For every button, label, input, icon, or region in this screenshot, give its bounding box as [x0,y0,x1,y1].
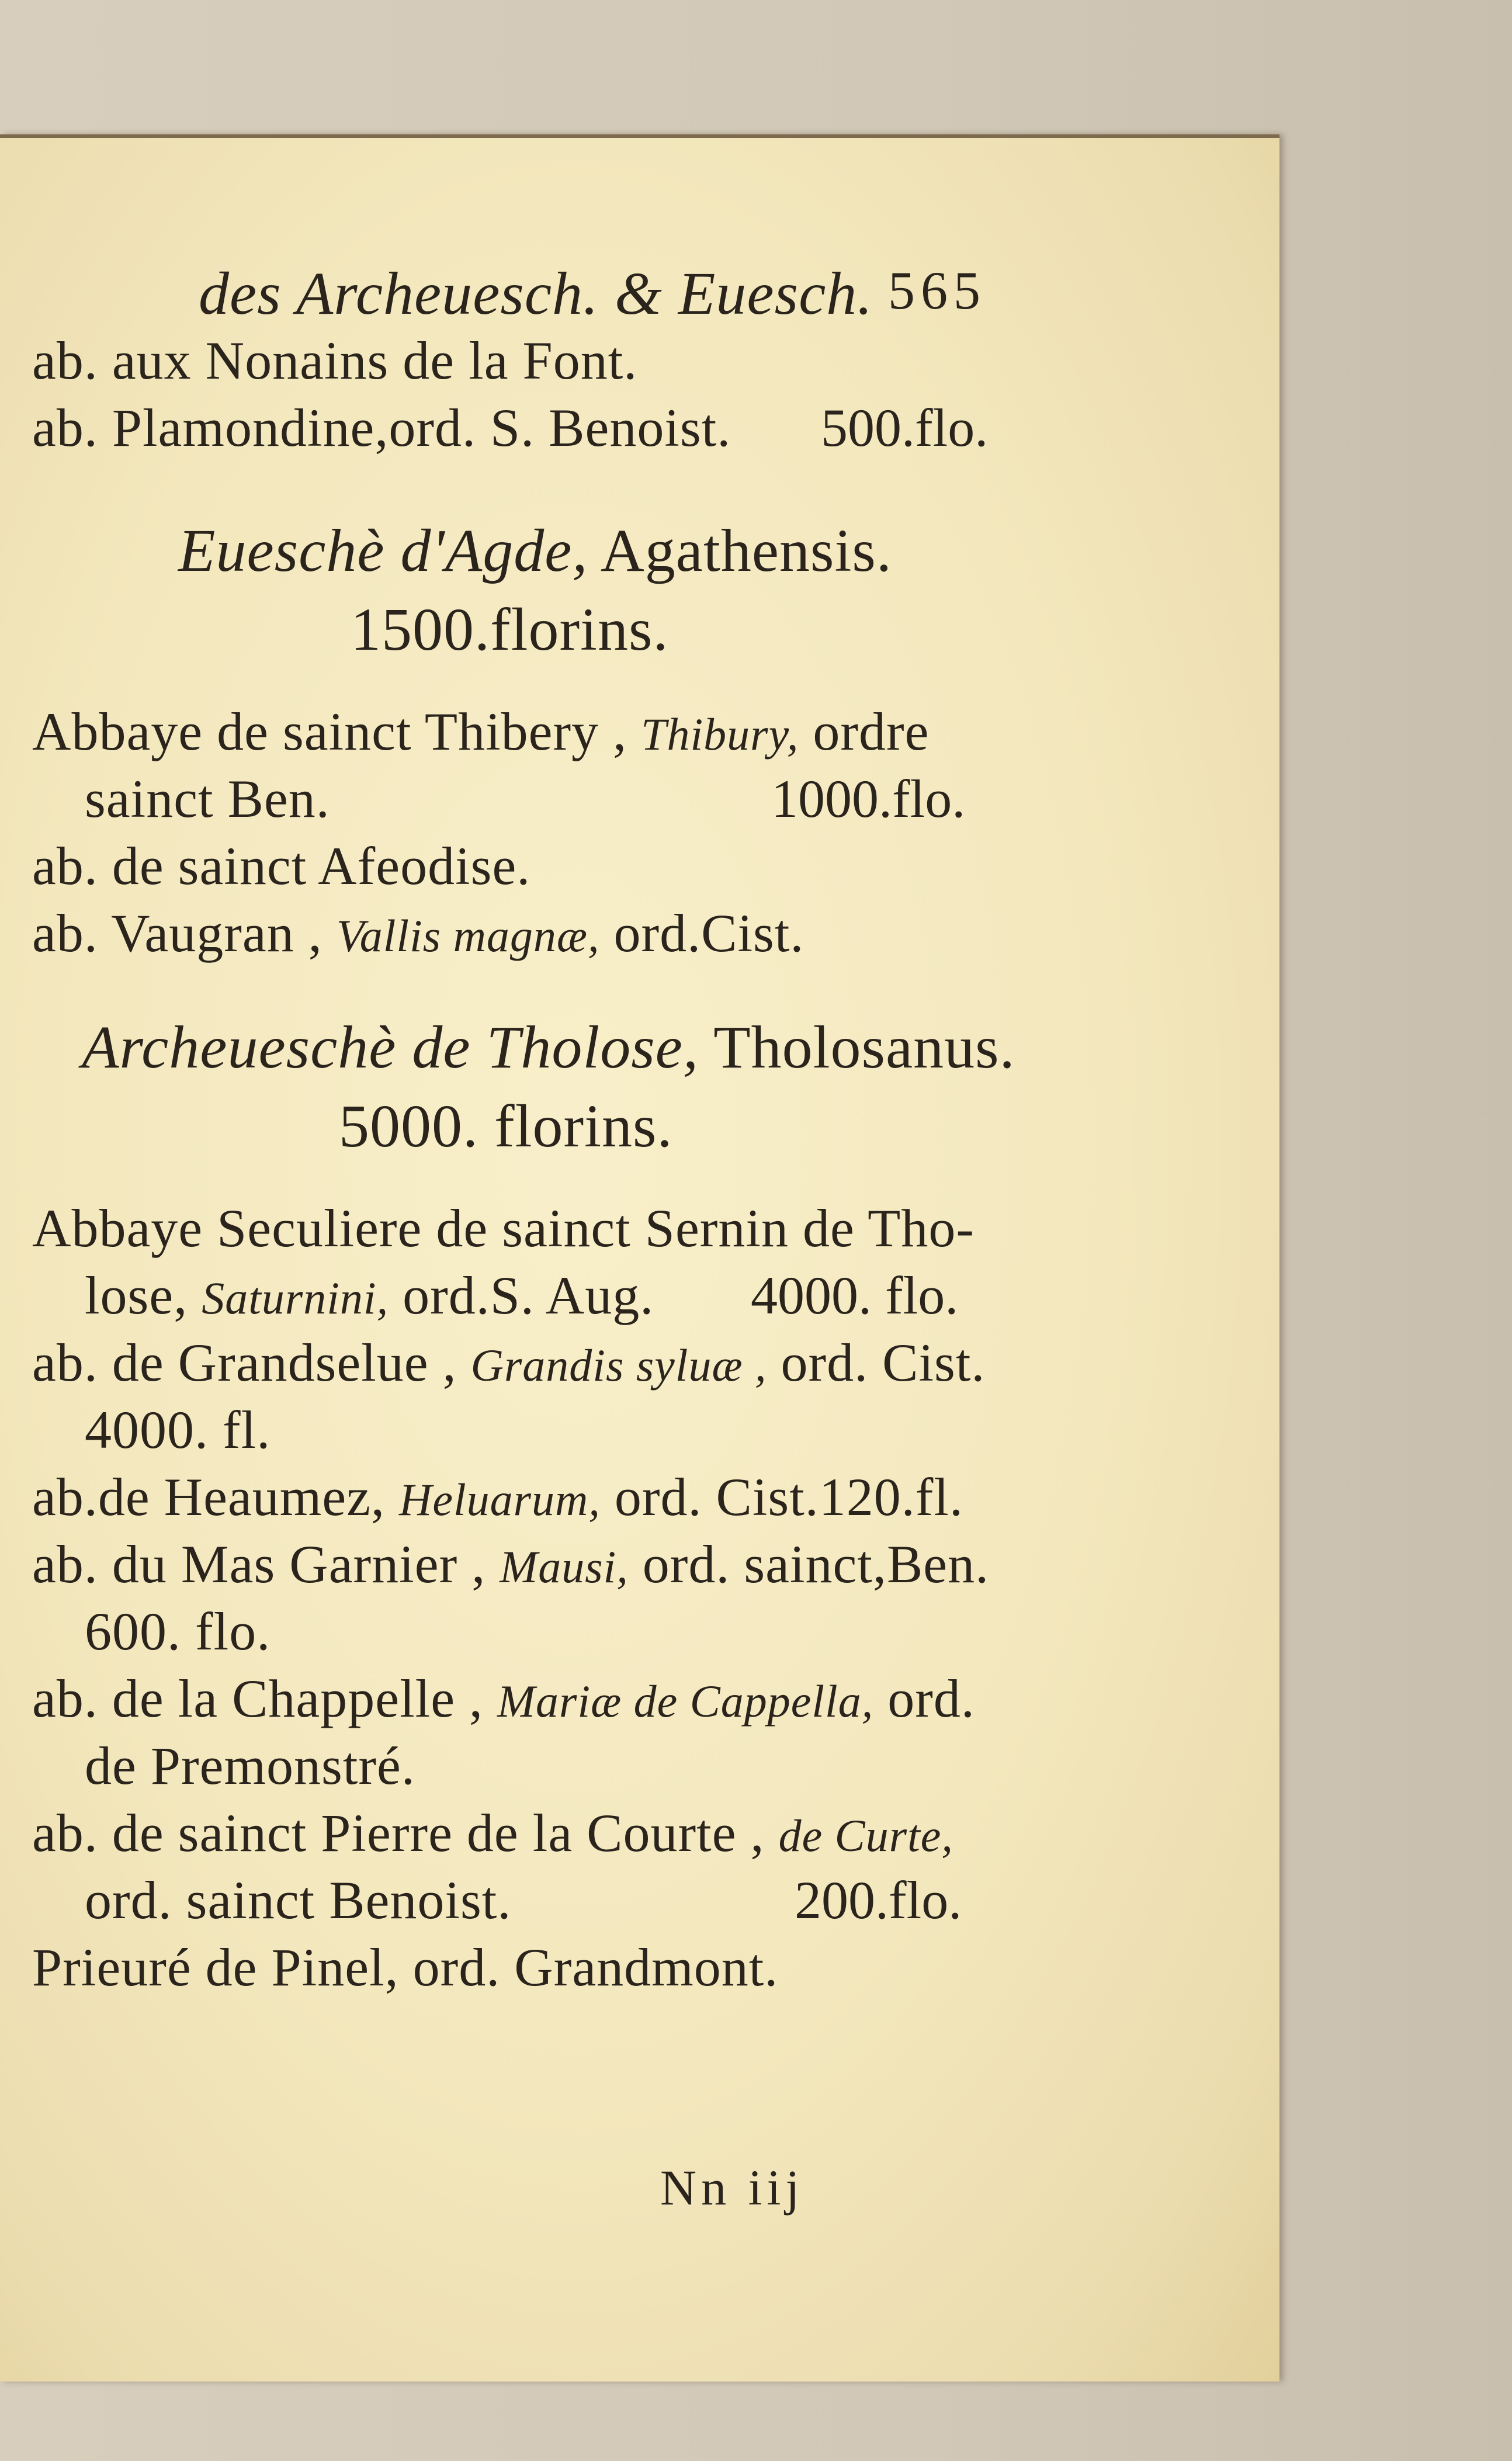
heading-italic: Archeueschè de Tholose, [82,1014,699,1081]
entry-line: ab. de sainct Pierre de la Courte , de Curte, [32,1803,953,1863]
entry-line: ab. Vaugran , Vallis magnæ, ord.Cist. [32,903,804,963]
heading-latin: Tholosanus. [713,1014,1015,1081]
section-heading-tholose [82,1014,1015,1081]
page-text [0,138,1279,2382]
entry-line: Abbaye Seculiere de sainct Sernin de Tho- [32,1198,975,1258]
heading-italic: Eueschè d'Agde, [178,517,588,584]
entry-line: 600. flo. [85,1602,271,1661]
page-number: 565 [888,261,986,320]
entry-line: Prieuré de Pinel, ord. Grandmont. [32,1937,779,1997]
book-page [0,134,1279,2382]
section-tax-tholose: 5000. florins. [339,1093,673,1160]
entry-amount: 4000. flo. [751,1266,959,1325]
entry-line: sainct Ben. [85,769,330,829]
section-heading-agde [178,517,892,584]
entry-line: Abbaye de sainct Thibery , Thibury, ordre [32,702,930,761]
entry-line: ab.de Heaumez, Heluarum, ord. Cist.120.fl. [32,1467,963,1527]
entry-line: ab. aux Nonains de la Font. [32,331,638,390]
entry-line: ord. sainct Benoist. [85,1870,512,1930]
entry-amount: 200.flo. [795,1870,962,1930]
entry-line: ab. de Grandselue , Grandis syluæ , ord. Cist. [32,1333,986,1392]
entry-amount: 1000.flo. [771,769,966,829]
entry-line: lose, Saturnini, ord.S. Aug. [85,1266,654,1325]
entry-amount: 500.flo. [821,398,989,457]
entry-line: 4000. fl. [85,1400,271,1460]
running-head-title: des Archeuesch. & Euesch. [199,260,873,327]
entry-line: ab. du Mas Garnier , Mausi, ord. sainct,Ben. [32,1534,990,1594]
entry-line: ab. de sainct Afeodise. [32,836,531,896]
section-tax-agde: 1500.florins. [351,596,669,663]
heading-latin: Agathensis. [600,517,892,584]
entry-line: ab. Plamondine,ord. S. Benoist. [32,398,731,457]
entry-line: de Premonstré. [85,1736,415,1796]
signature-mark: Nn iij [660,2160,804,2216]
entry-line: ab. de la Chappelle , Mariæ de Cappella, ord. [32,1669,975,1728]
